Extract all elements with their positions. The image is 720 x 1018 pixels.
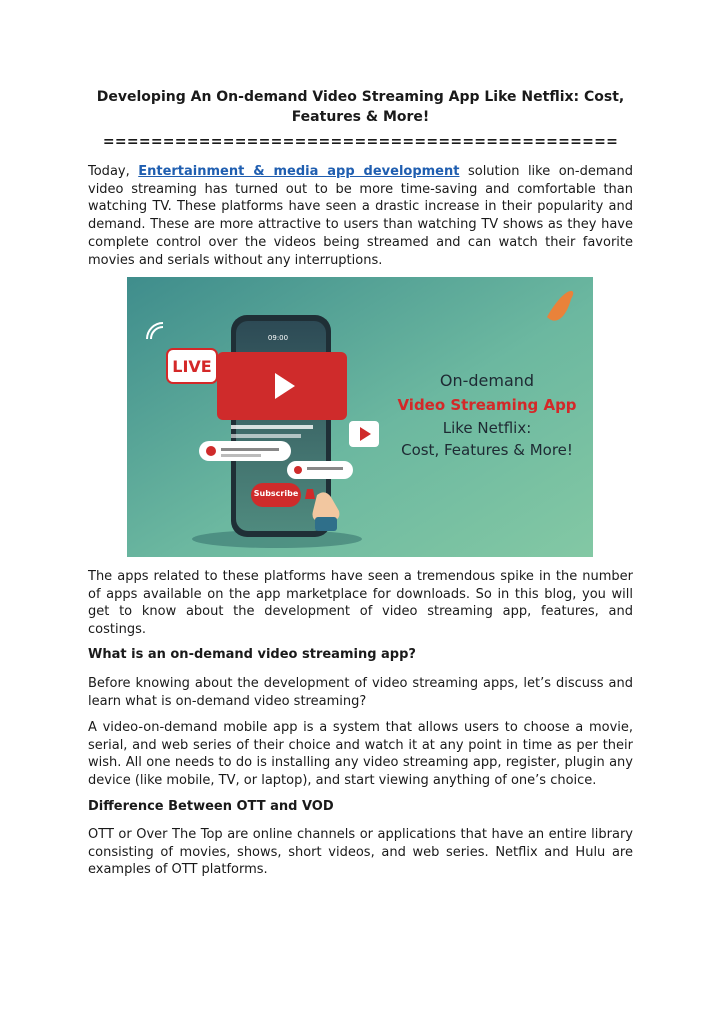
paragraph-apps-spike: The apps related to these platforms have seen a tremendous spike in the number of apps available on the app marketplace for downloads. So in this blog, you will get to know about the development of video streaming app, features, and costings. [88, 569, 633, 638]
hero-line-3: Like Netflix: [442, 419, 532, 437]
heading-ott-vs-vod: Difference Between OTT and VOD [88, 799, 334, 814]
live-badge-text: LIVE [172, 357, 212, 376]
document-title: Developing An On-demand Video Streaming App Like Netflix: Cost, Features & More! [96, 89, 625, 125]
intro-paragraph [88, 163, 633, 269]
hero-line-1: On-demand [439, 371, 535, 390]
intro-text-rest: solution like on-demand video streaming has turned out to be more time-saving and comfortable than watching TV. These platforms have seen a drastic increase in their popularity and demand. These are more attractive to users than watching TV shows as they have complete control over the videos being streamed and can watch their favorite movies and serials without any interruptions. [88, 164, 633, 268]
paragraph-ott-definition: OTT or Over The Top are online channels or applications that have an entire library consisting of movies, shows, short videos, and web series. Netflix and Hulu are examples of OTT platforms. [88, 827, 633, 878]
hero-line-4: Cost, Features & More! [401, 441, 573, 459]
heading-what-is-vod: What is an on-demand video streaming app? [88, 647, 416, 662]
intro-text-start: Today, [88, 164, 139, 179]
hero-image [127, 277, 593, 557]
paragraph-vod-definition: A video-on-demand mobile app is a system that allows users to choose a movie, serial, and web series of their choice and watch it at any point in time as per their wish. All one needs to do is installing any video streaming app, register, plugin any device (like mobile, TV, or laptop), and start viewing anything of one’s choice. [88, 720, 633, 789]
hero-illustration [127, 277, 593, 557]
hero-background [127, 277, 593, 557]
entertainment-app-development-link[interactable]: Entertainment & media app development [138, 164, 460, 179]
paragraph-before-knowing: Before knowing about the development of video streaming apps, let’s discuss and learn what is on-demand video streaming? [88, 676, 633, 709]
title-divider: =========================================== [102, 134, 619, 150]
phone-time: 09:00 [267, 334, 289, 342]
subscribe-label: Subscribe [253, 489, 299, 498]
hero-line-2: Video Streaming App [397, 396, 577, 414]
